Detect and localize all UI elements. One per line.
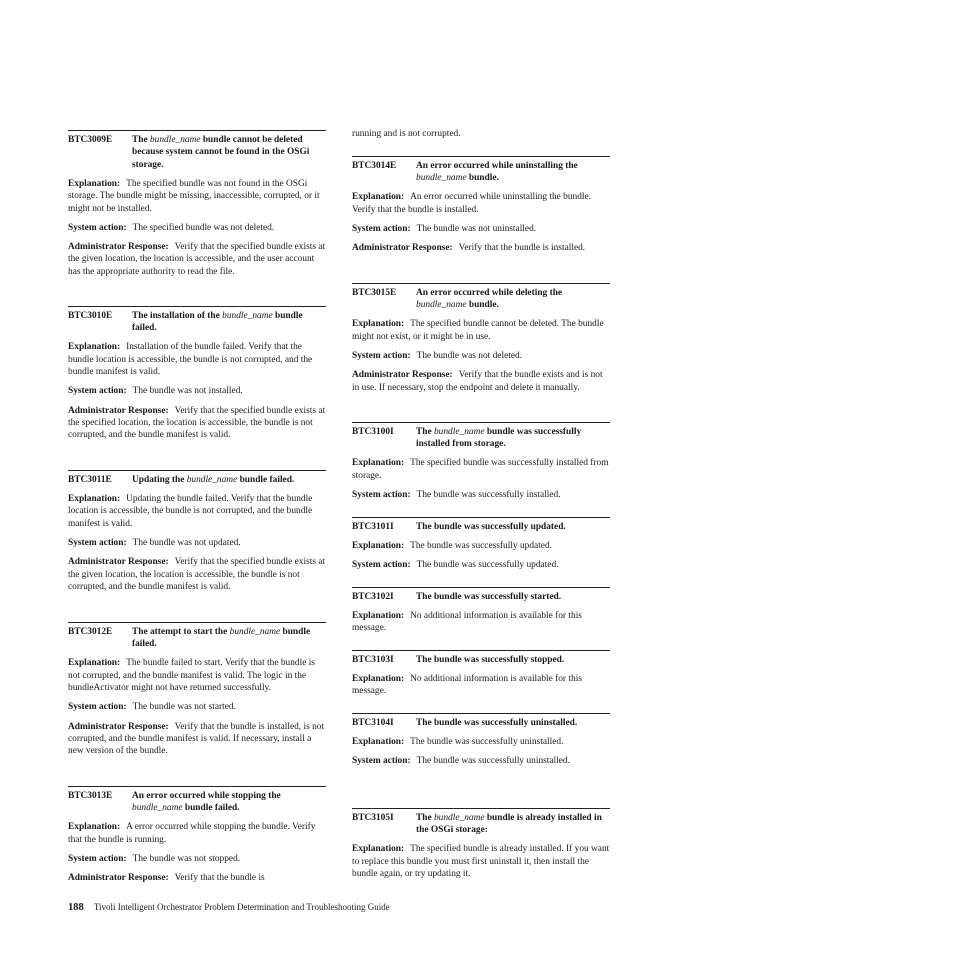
- explanation: Explanation: No additional information is available for this message.: [352, 610, 582, 634]
- message-title: The bundle_name bundle is already installed in the OSGi storage:: [416, 813, 602, 836]
- explanation: Explanation: The specified bundle is already installed. If you want to replace this bundle you must first uninstall it, then install the bundle again, or try updating it.: [352, 844, 610, 880]
- message-title: The bundle_name bundle cannot be deleted because system cannot be found in the OSGi storage.: [132, 135, 310, 170]
- message-entry: [352, 713, 610, 774]
- system-action: System action: The bundle was not deleted.: [352, 350, 523, 361]
- message-code: BTC3101I: [352, 522, 394, 532]
- message-title: An error occurred while uninstalling the bundle_name bundle.: [416, 161, 578, 184]
- message-code: BTC3103I: [352, 655, 394, 665]
- system-action: System action: The bundle was successfully updated.: [352, 560, 559, 571]
- message-heading: [352, 717, 610, 729]
- message-entry: [68, 130, 326, 285]
- message-heading: [352, 654, 610, 666]
- message-entry: [352, 808, 610, 887]
- message-code: BTC3014E: [352, 161, 397, 171]
- message-entry: [352, 587, 610, 642]
- message-code: BTC3010E: [68, 311, 113, 321]
- message-heading: [68, 790, 326, 815]
- message-code: BTC3009E: [68, 135, 113, 145]
- message-heading: [352, 812, 610, 837]
- message-entry: [68, 622, 326, 765]
- page-footer: [68, 901, 390, 914]
- administrator-response: Administrator Response: Verify that the bundle is: [68, 873, 265, 884]
- continued-text: running and is not corrupted.: [352, 129, 461, 139]
- message-entry: [68, 786, 326, 891]
- page-number: 188: [68, 902, 84, 913]
- message-title: The bundle was successfully updated.: [416, 522, 566, 532]
- message-title: The bundle_name bundle was successfully installed from storage.: [416, 427, 582, 450]
- administrator-response: Administrator Response: Verify that the bundle exists and is not in use. If necessary, stop the endpoint and delete it manually.: [352, 370, 603, 393]
- message-code: BTC3015E: [352, 288, 397, 298]
- system-action: System action: The bundle was not started.: [68, 702, 236, 713]
- message-title: The installation of the bundle_name bundle failed.: [132, 311, 303, 334]
- message-title: An error occurred while stopping the bundle_name bundle failed.: [132, 791, 281, 814]
- explanation: Explanation: The specified bundle was successfully installed from storage.: [352, 458, 609, 481]
- message-heading: [352, 287, 610, 312]
- message-title: The bundle was successfully uninstalled.: [416, 718, 578, 728]
- administrator-response: Administrator Response: Verify that the specified bundle exists at the given location, the location is accessible, the bundle is not corrupted, and the bundle manifest is valid.: [68, 557, 326, 592]
- system-action: System action: The specified bundle was not deleted.: [68, 222, 275, 233]
- system-action: System action: The bundle was not uninstalled.: [352, 223, 537, 234]
- system-action: System action: The bundle was not installed.: [68, 386, 243, 397]
- message-code: BTC3102I: [352, 592, 394, 602]
- system-action: System action: The bundle was not updated.: [68, 537, 241, 548]
- explanation: Explanation: The bundle was successfully updated.: [352, 540, 552, 551]
- explanation: Explanation: An error occurred while uninstalling the bundle. Verify that the bundle is installed.: [352, 192, 592, 215]
- message-title: The attempt to start the bundle_name bundle failed.: [132, 627, 311, 650]
- message-entry: [352, 283, 610, 401]
- administrator-response: Administrator Response: Verify that the bundle is installed, is not corrupted, and the bundle manifest is valid. If necessary, install a new version of the bundle.: [68, 721, 325, 757]
- message-title: Updating the bundle_name bundle failed.: [132, 475, 295, 485]
- administrator-response: Administrator Response: Verify that the bundle is installed.: [352, 243, 586, 254]
- message-heading: [352, 521, 610, 533]
- explanation: Explanation: The specified bundle was not found in the OSGi storage. The bundle might be missing, inaccessible, corrupted, or it might not be installed.: [68, 178, 320, 214]
- message-title: The bundle was successfully stopped.: [416, 655, 565, 665]
- message-heading: [352, 591, 610, 603]
- message-code: BTC3012E: [68, 627, 113, 637]
- explanation: Explanation: The bundle was successfully uninstalled.: [352, 736, 564, 747]
- message-entry: [68, 470, 326, 600]
- message-code: BTC3013E: [68, 791, 113, 801]
- explanation: Explanation: Updating the bundle failed. Verify that the bundle location is accessible, the bundle is not corrupted, and the bundle manifest is valid.: [68, 493, 313, 529]
- system-action: System action: The bundle was successfully installed.: [352, 489, 561, 500]
- message-entry: [352, 650, 610, 705]
- explanation: Explanation: The specified bundle cannot be deleted. The bundle might not exist, or it might be in use.: [352, 319, 604, 342]
- explanation: Explanation: Installation of the bundle failed. Verify that the bundle location is accessible, the bundle is not corrupted, and the bundle manifest is valid.: [68, 342, 313, 378]
- message-heading: [68, 310, 326, 335]
- message-code: BTC3100I: [352, 427, 394, 437]
- message-code: BTC3104I: [352, 718, 394, 728]
- administrator-response: Administrator Response: Verify that the specified bundle exists at the specified location, the location is accessible, the bundle is not corrupted, and the bundle manifest is valid.: [68, 405, 326, 441]
- message-heading: [352, 160, 610, 185]
- message-code: BTC3011E: [68, 475, 112, 485]
- explanation: Explanation: No additional information is available for this message.: [352, 673, 582, 697]
- message-entry: [68, 306, 326, 449]
- message-title: An error occurred while deleting the bundle_name bundle.: [416, 288, 563, 311]
- system-action: System action: The bundle was not stopped.: [68, 853, 241, 864]
- message-title: The bundle was successfully started.: [416, 592, 562, 602]
- message-entry: [352, 422, 610, 508]
- message-code: BTC3105I: [352, 813, 394, 823]
- message-heading: [68, 134, 326, 171]
- explanation: Explanation: A error occurred while stopping the bundle. Verify that the bundle is running.: [68, 822, 316, 845]
- message-entry: [352, 517, 610, 578]
- system-action: System action: The bundle was successfully uninstalled.: [352, 756, 570, 767]
- explanation: Explanation: The bundle failed to start. Verify that the bundle is not corrupted, and the bundle manifest is valid. The logic in the bundleActivator might not have returned successfully.: [68, 658, 315, 694]
- message-heading: [68, 626, 326, 651]
- book-title: Tivoli Intelligent Orchestrator Problem Determination and Troubleshooting Guide: [93, 902, 390, 912]
- message-entry: [352, 156, 610, 261]
- administrator-response: Administrator Response: Verify that the specified bundle exists at the given location, the location is accessible, and the user account has the appropriate authority to read the file.: [68, 241, 326, 277]
- message-heading: [352, 426, 610, 451]
- message-heading: [68, 474, 326, 486]
